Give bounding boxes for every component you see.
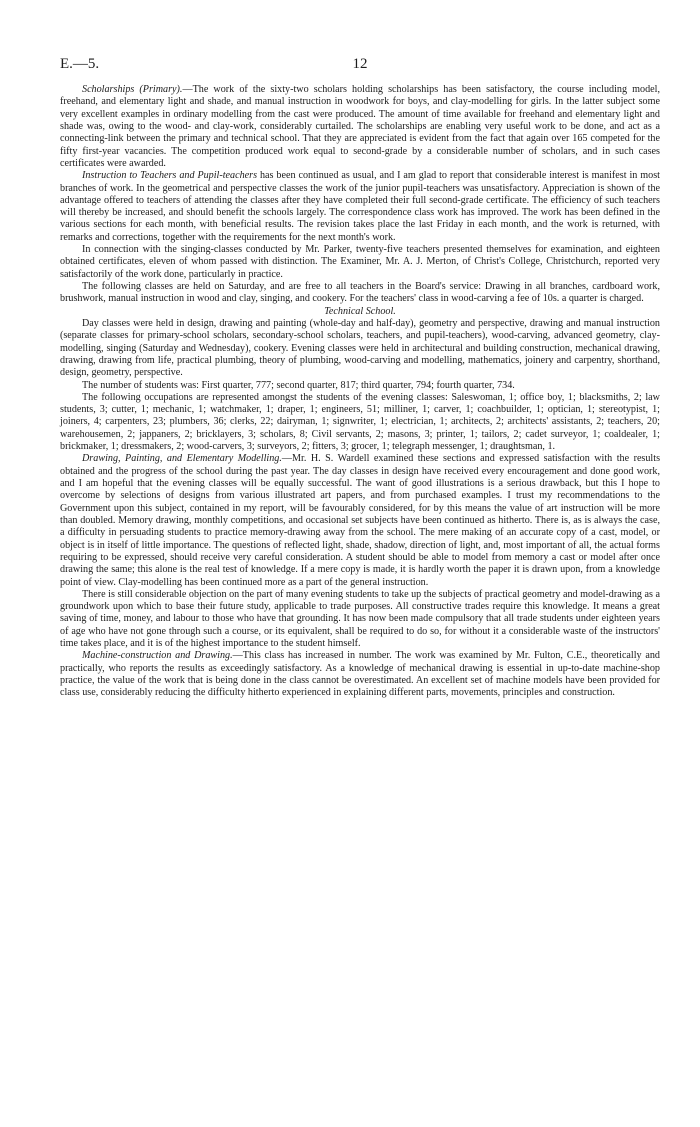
paragraph-teachers-instruction: [60, 170, 660, 244]
paragraph-occupations: [60, 392, 660, 454]
paragraph-day-classes: [60, 318, 660, 380]
body-text: [60, 84, 660, 700]
paragraph-scholarships: [60, 84, 660, 170]
paragraph-student-numbers: [60, 380, 660, 392]
paragraph-text: has been continued as usual, and I am glad to report that considerable interest is manifest in most branches of work. In the geometrical and perspective classes the work of the junior pupil-teachers was unsatisfactory. Appreciation is shown of the advantage offered to teachers of attending the classes after they have completed their full second-grade certificate. The efficiency of such teachers will thereby be increased, and should benefit the schools largely. The correspondence class work has improved. The work has been defined in the various sections for each month, with beneficial results. The revision takes place the last Friday in each month, and the work is returned, with remarks and corrections, together with the requirements for the next month's work.: [60, 170, 660, 243]
paragraph-lead: Instruction to Teachers and Pupil-teachers: [82, 170, 258, 182]
paragraph-geometry-objection: [60, 589, 660, 651]
paragraph-saturday-classes: [60, 281, 660, 306]
paragraph-text: The following occupations are represented amongst the students of the evening classes: Saleswoman, 1; office boy, 1; blacksmiths, 2; law students, 3; cutter, 1; mechanic, 1; watchmaker, 1; draper, 1; engineers, 51; milliner, 1; carver, 1; coachbuilder, 1; optician, 1; stereotypist, 1; joiners, 4; carpenters, 23; plumbers, 36; clerks, 22; dairyman, 1; signwriter, 1; electrician, 1; architects, 2; architects' assistants, 2; teachers, 20; warehousemen, 2; jappaners, 2; bricklayers, 3; scholars, 8; Civil servants, 2; masons, 3; printer, 1; tailors, 2; cadet surveyor, 1; coaldealer, 1; brickmaker, 1; dressmakers, 2; wood-carvers, 3; surveyors, 2; fitters, 3; grocer, 1; telegraph messenger, 1; draughtsman, 1.: [60, 391, 660, 453]
paragraph-text: In connection with the singing-classes conducted by Mr. Parker, twenty-five teachers presented themselves for examination, and eighteen obtained certificates, eleven of whom passed with distinction. The Examiner, Mr. A. J. Merton, of Christ's College, Christchurch, reported very satisfactorily of the work done, particularly in practice.: [60, 244, 660, 280]
paragraph-singing-classes: [60, 244, 660, 281]
paragraph-text: —Mr. H. S. Wardell examined these sections and expressed satisfaction with the results obtained and the progress of the school during the past year. The day classes in design have received every encouragement and done good work, and I am hopeful that the evening classes will be equally successful. The want of good illustrations is a serious drawback, but this I hope to overcome by selections of designs from various illustrated art papers, and from purchased examples. I trust my recommendations to the Government upon this subject, contained in my report, will be favourably considered, for by this means the value of art instruction will be more than doubled. Memory drawing, monthly competitions, and occasional set subjects have been continued as hitherto. There is, as is always the case, a difficulty in persuading students to practice memory-drawing away from the school. The mere making of an accurate copy of a cast, model, or object is in itself of little importance. The questions of reflected light, shade, shadow, direction of light, and, most important of all, the actual forms requiring to be expressed, should receive very careful consideration. A student should be able to model from memory a cast or model after once drawing the same; this alone is the real test of knowledge. If a mere copy is made, it is hardly worth the paper it is drawn upon, from a knowledge point of view. Clay-modelling has been continued more as a part of the general instruction.: [60, 453, 661, 588]
page-number: 12: [352, 56, 368, 72]
paragraph-text: The number of students was: First quarter, 777; second quarter, 817; third quarter, 794; fourth quarter, 734.: [82, 379, 515, 391]
paragraph-lead: Scholarships (Primary).: [82, 84, 183, 95]
section-heading-technical-school: Technical School.: [324, 305, 396, 317]
paragraph-machine-construction: [60, 650, 660, 699]
paragraph-text: —This class has increased in number. The work was examined by Mr. Fulton, C.E., theoretically and practically, who reports the results as exceedingly satisfactory. As a knowledge of mechanical drawing is essential in up-to-date machine-shop practice, the value of the work that is being done in the class cannot be overestimated. An excellent set of machine models have been provided for class use, considerably reducing the difficulty hitherto experienced in explaining different parts, movements, principles and construction.: [60, 650, 660, 699]
paragraph-lead: Machine-construction and Drawing.: [82, 650, 233, 662]
running-header: [60, 56, 660, 76]
paragraph-text: Day classes were held in design, drawing and painting (whole-day and half-day), geometry and perspective, drawing and manual instruction (separate classes for primary-school scholars, secondary-school scholars, teachers, and pupil-teachers), wood-carving, advanced geometry, clay-modelling, singing (Saturday and Wednesday), cookery. Evening classes were held in architectural and building construction, mechanical drawing, drawing, drawing from life, practical plumbing, theory of plumbing, wood-carving and modelling, mathematics, joinery and carpentry, shorthand, design, geometry, perspective.: [60, 317, 660, 379]
paragraph-drawing-painting: [60, 453, 660, 588]
paragraph-text: There is still considerable objection on the part of many evening students to take up the subjects of practical geometry and model-drawing as a groundwork upon which to base their future study, applicable to trade purposes. All constructive trades require this knowledge. It means a great saving of time, money, and labour to those who have that grounding. It has now been made compulsory that all trade students under eighteen years of age who have not gone through such a course, or its equivalent, shall be required to do so, for without it a considerable waste of the instructors' time takes place, and it is of the highest importance to the student himself.: [60, 588, 660, 650]
paragraph-text: —The work of the sixty-two scholars holding scholarships has been satisfactory, the course including model, freehand, and elementary light and shade, and manual instruction in woodwork for boys, and clay-modelling for girls. In the latter subject some very excellent examples in ordinary modelling from the cast were produced. The amount of time available for freehand and elementary light and shade was, owing to the wood- and clay-work, considerably curtailed. The scholarships are enabling very useful work to be done, and act as a connecting-link between the primary and technical school. That they are appreciated is evident from the fact that again over 165 competed for the fifty first-year vacancies. The competition produced work equal to second-grade by a considerable number of scholars, and in such cases certificates were awarded.: [60, 84, 660, 169]
paragraph-text: The following classes are held on Saturday, and are free to all teachers in the Board's service: Drawing in all branches, cardboard work, brushwork, manual instruction in wood and clay, singing, and cookery. For the teachers' class in wood-carving a fee of 10s. a quarter is charged.: [60, 281, 660, 305]
report-reference: E.—5.: [60, 56, 100, 72]
paragraph-lead: Drawing, Painting, and Elementary Modelling.: [82, 453, 282, 465]
